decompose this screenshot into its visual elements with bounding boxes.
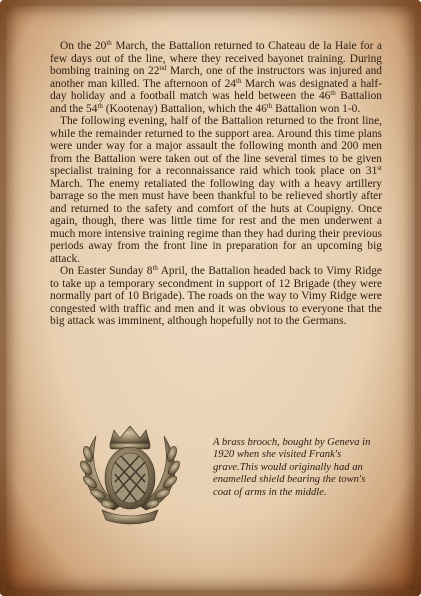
text-segment: On the 20	[60, 40, 107, 52]
paragraph-3	[50, 265, 382, 328]
body-text	[50, 40, 382, 328]
ordinal-suffix: nd	[159, 64, 167, 72]
text-segment: March, one of the instructors was injured and another man killed. The afternoon of 24	[50, 65, 382, 90]
text-segment: March, the Battalion returned to Chateau de la Haie for a few days out of the line, where they received bayonet training. During bombing training on 22	[50, 40, 382, 77]
ordinal-suffix: th	[236, 76, 242, 85]
ordinal-suffix: th	[152, 264, 158, 272]
ordinal-suffix: th	[106, 39, 112, 47]
text-segment: (Kootenay) Battalion, which the 46	[102, 102, 267, 115]
ordinal-suffix: th	[330, 89, 336, 97]
text-segment: On Easter Sunday 8	[60, 265, 153, 277]
brass-brooch-image	[74, 422, 186, 528]
ordinal-suffix: st	[377, 164, 382, 172]
ordinal-suffix: th	[97, 101, 103, 110]
paragraph-1	[50, 40, 382, 115]
image-caption: A brass brooch, bought by Geneva in 1920 when she visited Frank's grave.This would originally had an enamelled shield bearing the town's coat of arms in the middle.	[213, 437, 371, 498]
text-segment: March. The enemy retaliated the following day with a heavy artillery barrage so the men must have been thankful to be relieved shortly after and returned to the safety and comfort of the huts at Coupigny. Once again, though, there was little time for rest and the men underwent a much more intensive training regime than they had during their previous periods away from the front line in preparation for an upcoming big attack.	[50, 177, 382, 265]
text-segment: March was designated a half-day holiday and a football match was held between the 46	[50, 77, 383, 102]
ordinal-suffix: th	[266, 101, 273, 110]
text-segment: April, the Battalion headed back to Vimy Ridge to take up a temporary secondment in support of 12 Brigade (they were normally part of 10 Brigade). The roads on the way to Vimy Ridge were congested with traffic and men and it was obvious to everyone that the big attack was imminent, although hopefully not to the Germans.	[50, 265, 382, 327]
paragraph-2	[50, 115, 382, 265]
text-segment: Battalion and the 54	[50, 90, 382, 115]
text-segment: Battalion won 1-0.	[272, 102, 361, 115]
text-segment: The following evening, half of the Battalion returned to the front line, while the remainder returned to the support area. Around this time plans were under way for a major assault the following month and 200 men from the Battalion were taken out of the line several times to be given specialist training for a reconnaissance raid which took place on 31	[50, 115, 382, 177]
